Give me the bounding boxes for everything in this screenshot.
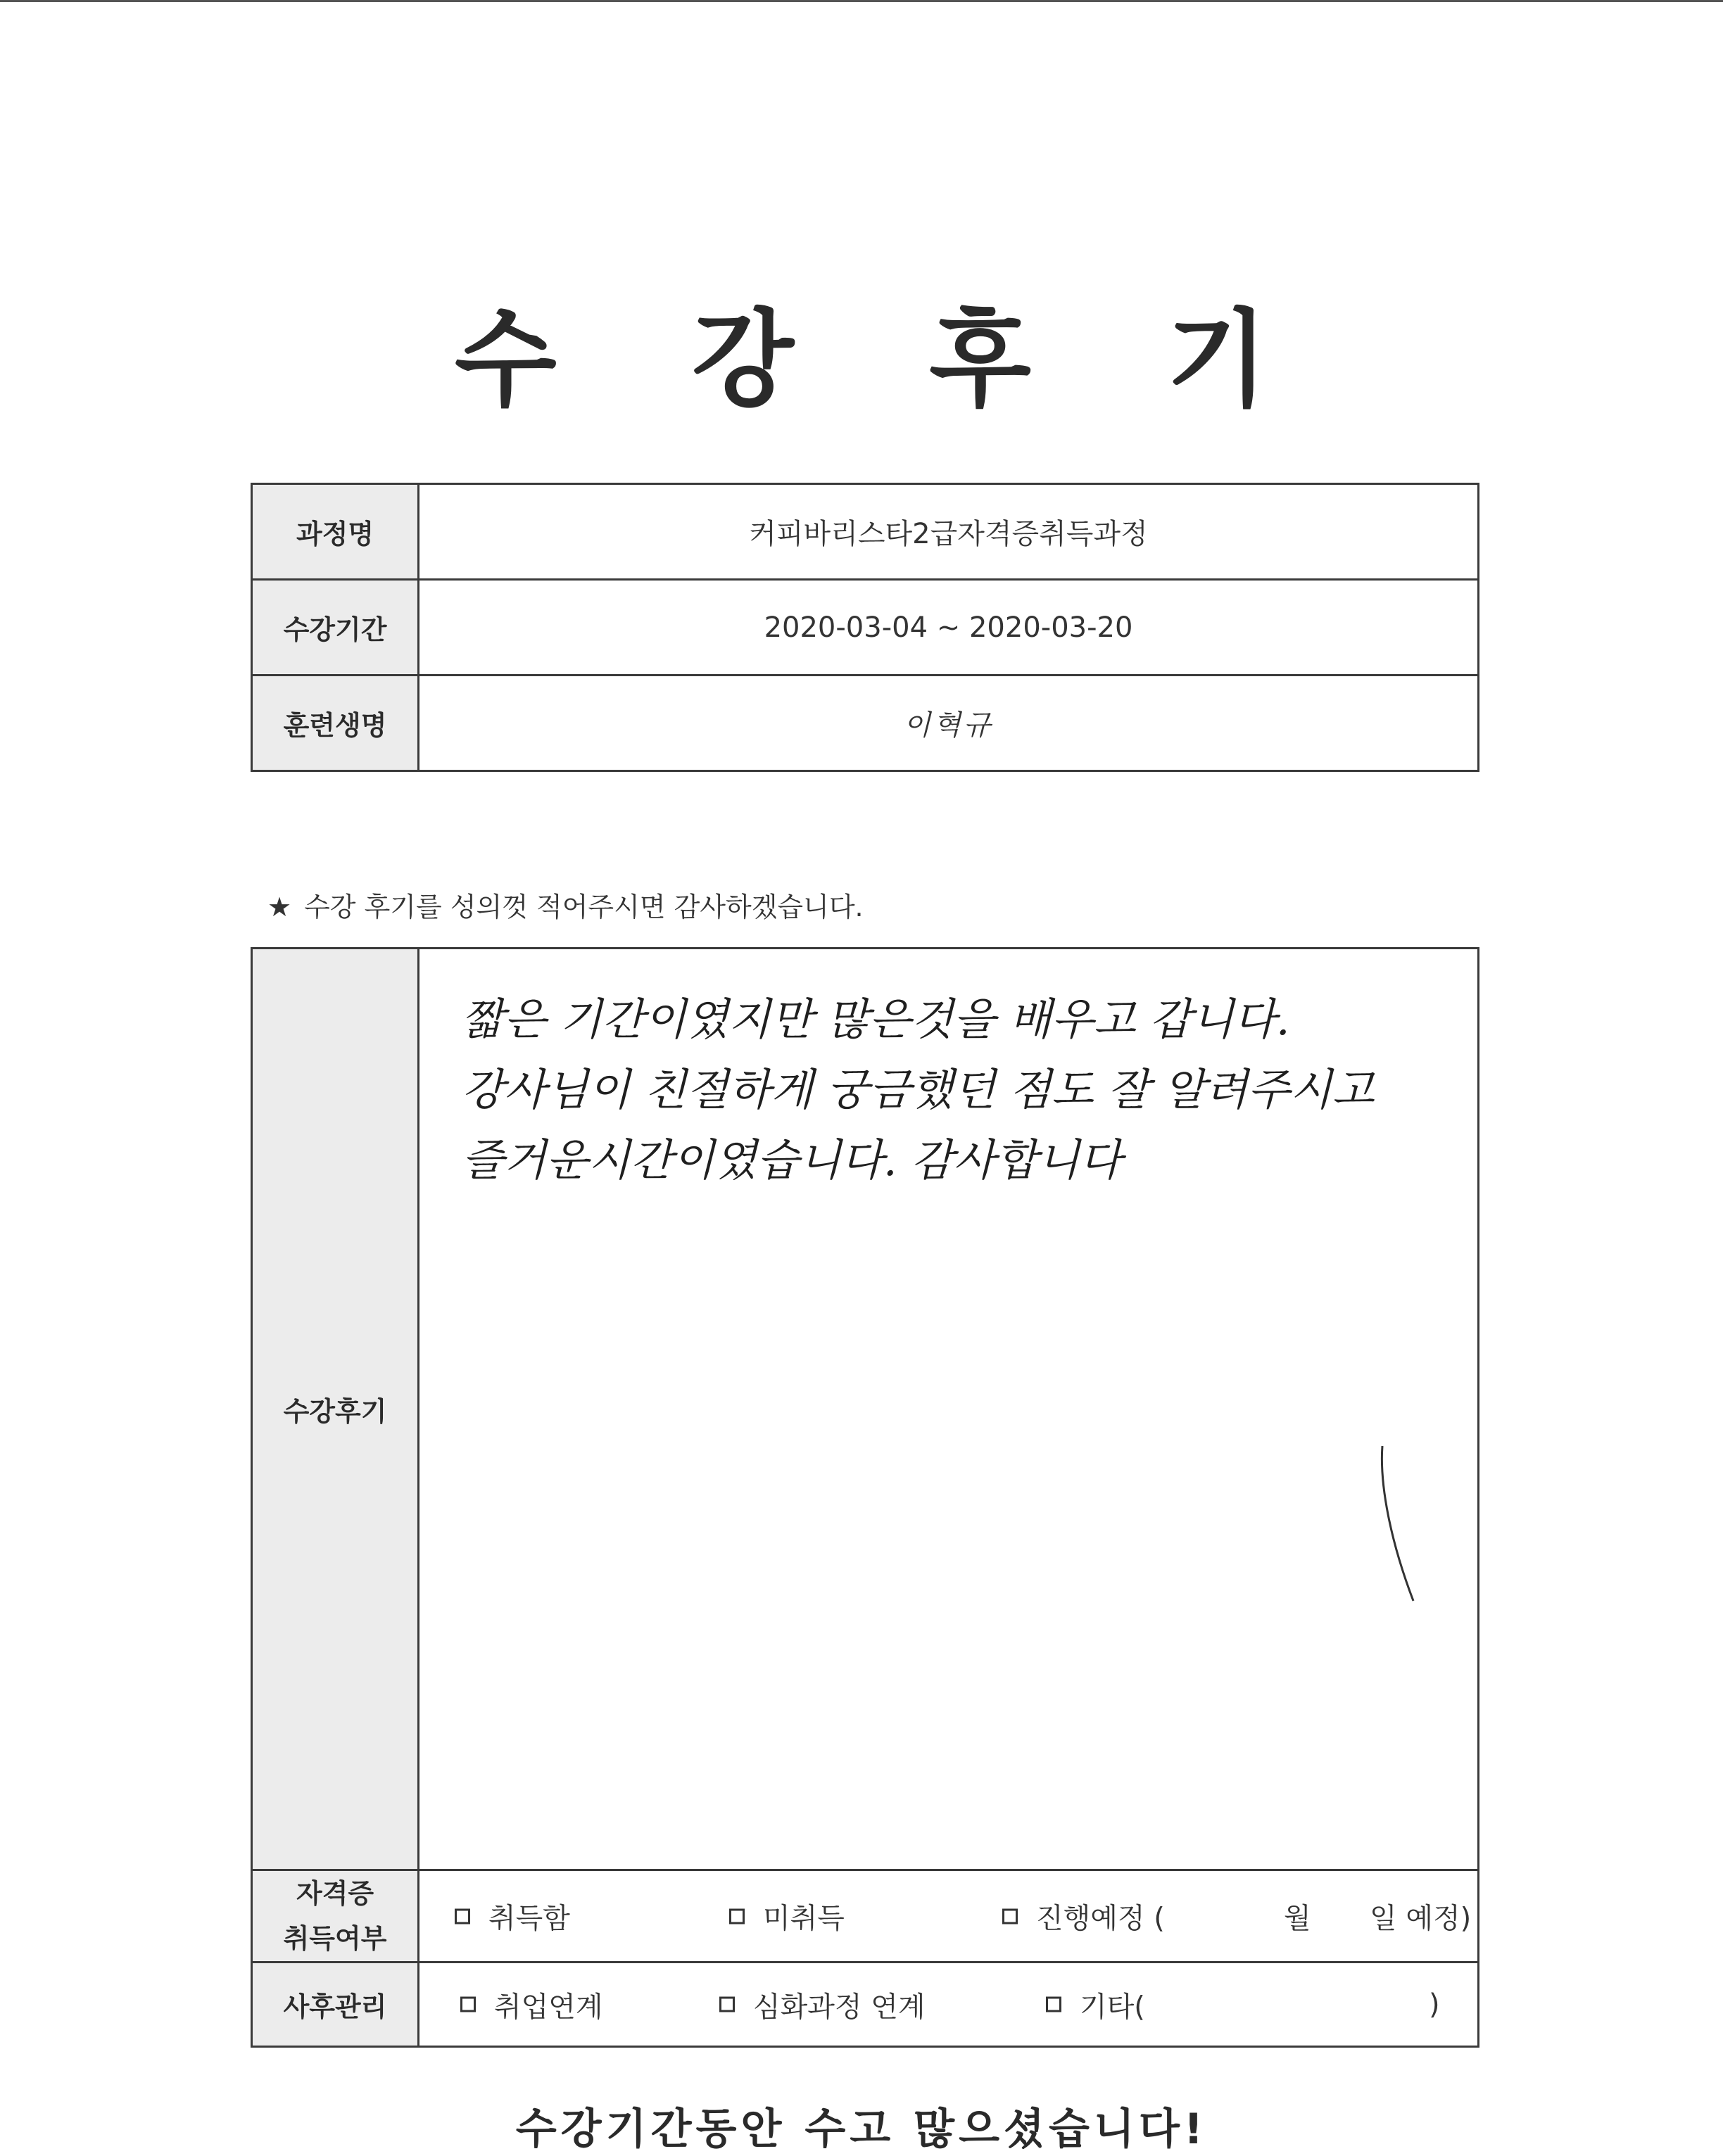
- option-planned[interactable]: [1002, 1896, 1165, 1936]
- review-content: [419, 949, 1479, 1870]
- trainee-label: 훈련생명: [252, 676, 419, 771]
- option-job-link[interactable]: [460, 1984, 603, 2024]
- top-border-line: [0, 0, 1723, 2]
- certificate-row: [252, 1870, 1479, 1962]
- option-other-close: ): [1429, 1988, 1440, 2021]
- option-obtained-label: 취득함: [488, 1902, 570, 1935]
- certificate-options: [419, 1870, 1479, 1962]
- period-value: 2020-03-04 ~ 2020-03-20: [419, 580, 1479, 676]
- checkbox-obtained[interactable]: [455, 1908, 470, 1924]
- planned-month-label: 월: [1284, 1902, 1311, 1935]
- option-other-label: 기타(: [1080, 1991, 1145, 2023]
- course-value: 커피바리스타2급자격증취득과정: [419, 484, 1479, 580]
- review-line-1: 짧은 기간이였지만 많은것을 배우고 갑니다.: [462, 994, 1290, 1045]
- period-label: 수강기간: [252, 580, 419, 676]
- option-other[interactable]: [1046, 1984, 1145, 2024]
- course-row: [252, 484, 1479, 580]
- period-row: [252, 580, 1479, 676]
- review-line-3: 즐거운시간이였습니다. 감사합니다: [462, 1134, 1122, 1186]
- checkbox-not-obtained[interactable]: [729, 1908, 745, 1924]
- checkbox-advanced-course[interactable]: [719, 1997, 735, 2012]
- stray-pen-mark: [1377, 1443, 1419, 1605]
- review-label: 수강후기: [252, 949, 419, 1870]
- certificate-label-line1: 자격증: [296, 1878, 374, 1909]
- followup-options: [419, 1962, 1479, 2047]
- checkbox-job-link[interactable]: [460, 1997, 476, 2012]
- star-icon: ★: [267, 892, 292, 922]
- option-not-obtained-label: 미취득: [763, 1902, 845, 1935]
- closing-message: 수강기간동안 수고 많으셨습니다!: [515, 2105, 1208, 2154]
- option-advanced-course[interactable]: [719, 1984, 926, 2024]
- trainee-name-handwritten: 이혁규: [419, 676, 1479, 771]
- notice-text: 수강 후기를 성의껏 적어주시면 감사하겠습니다.: [304, 892, 864, 922]
- page-title: 수 강 후 기: [454, 299, 1318, 421]
- notice: [267, 885, 864, 924]
- option-job-link-label: 취업연계: [494, 1991, 603, 2023]
- course-info-table: [251, 483, 1479, 772]
- review-row: [252, 949, 1479, 1870]
- course-label: 과정명: [252, 484, 419, 580]
- certificate-label-line2: 취득여부: [283, 1923, 387, 1954]
- followup-label: 사후관리: [252, 1962, 419, 2047]
- planned-day-label: 일 예정): [1370, 1902, 1472, 1935]
- followup-row: [252, 1962, 1479, 2047]
- option-obtained[interactable]: [455, 1896, 570, 1936]
- certificate-label: [252, 1870, 419, 1962]
- option-not-obtained[interactable]: [729, 1896, 845, 1936]
- checkbox-other[interactable]: [1046, 1997, 1061, 2012]
- option-advanced-course-label: 심화과정 연계: [753, 1991, 926, 2023]
- review-table: [251, 947, 1479, 2048]
- review-line-2: 강사님이 친절하게 궁금했던 점도 잘 알려주시고: [462, 1064, 1375, 1115]
- option-planned-label: 진행예정 (: [1036, 1902, 1165, 1935]
- checkbox-planned[interactable]: [1002, 1908, 1018, 1924]
- trainee-row: [252, 676, 1479, 771]
